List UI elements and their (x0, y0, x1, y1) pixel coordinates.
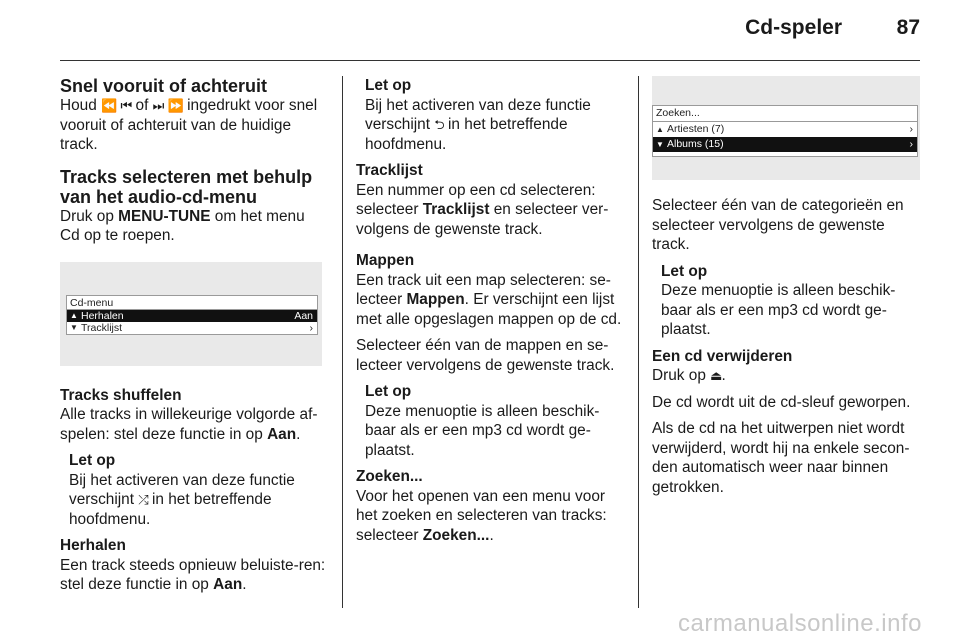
arrow-up-icon: ▲ (656, 125, 664, 134)
heading-menu: Tracks selecteren met behulp van het audio-cd-menu (60, 166, 313, 207)
header-divider (60, 60, 920, 61)
skip-paragraph: Houd ⏪ ⏮ of ⏭ ⏩ ingedrukt voor snel vooruit of achteruit van de huidige track. (60, 97, 318, 153)
page-title: Cd-speler (745, 16, 842, 39)
tracklist-paragraph: Een nummer op een cd selecteren: selecteer Tracklijst en selecteer ver-volgens de gewenste track. (356, 181, 609, 238)
next-track-icon: ⏭ (152, 98, 164, 113)
select-category-paragraph: Selecteer één van de categorieën en selecteer vervolgens de gewenste track. (652, 197, 904, 253)
shuffle-icon: ⤮ (138, 492, 148, 507)
search-menu-screen (652, 76, 920, 180)
note-shuffle: Let op Bij het activeren van deze functie verschijnt ⤮ in het betreffende hoofdmenu. (69, 452, 295, 528)
fast-forward-icon: ⏩ (167, 98, 183, 113)
screen-row-tracklijst: ▼ Tracklijst › (70, 321, 313, 334)
menu-paragraph: Druk op MENU-TUNE om het menu Cd op te roepen. (60, 207, 305, 244)
eject-paragraph: Druk op ⏏. (652, 367, 726, 384)
shuffle-paragraph: Alle tracks in willekeurige volgorde af-spelen: stel deze functie in op Aan. (60, 406, 318, 443)
arrow-up-icon: ▲ (70, 310, 78, 320)
repeat-paragraph: Een track steeds opnieuw beluiste-ren: stel deze functie in op Aan. (60, 556, 326, 593)
eject-note-paragraph: Als de cd na het uitwerpen niet wordt verwijderd, wordt hij na enkele secon-den automatisch weer naar binnen getrokken. (652, 420, 910, 496)
screen-row-herhalen: ▲ Herhalen Aan (67, 310, 317, 322)
folders-select-paragraph: Selecteer één van de mappen en se-lecteer vervolgens de gewenste track. (356, 337, 615, 374)
folders-paragraph: Een track uit een map selecteren: se-lecteer Mappen. Er verschijnt een lijst met alle opgeslagen mappen op de cd. (356, 271, 622, 328)
rewind-icon: ⏪ (101, 98, 117, 113)
arrow-down-icon: ▼ (656, 140, 664, 149)
repeat-icon: ⮌ (434, 117, 444, 132)
heading-search: Zoeken... (356, 468, 423, 485)
heading-folders: Mappen (356, 252, 415, 269)
heading-eject: Een cd verwijderen (652, 347, 793, 365)
screen-row-artiesten: ▲ Artiesten (7) › (656, 123, 913, 135)
note-folders: Let op Deze menuoptie is alleen beschik-baar als er een mp3 cd wordt ge-plaatst. (365, 383, 600, 459)
arrow-down-icon: ▼ (70, 322, 78, 332)
cd-menu-screen (60, 262, 322, 366)
screen-row-albums: ▼ Albums (15) › (653, 137, 917, 152)
heading-shuffle: Tracks shuffelen (60, 386, 182, 404)
prev-track-icon: ⏮ (120, 98, 132, 113)
watermark: carmanualsonline.info (678, 610, 922, 637)
column-divider (638, 76, 639, 608)
column-2 (356, 76, 624, 545)
note-search: Let op Deze menuoptie is alleen beschik-baar als er een mp3 cd wordt ge-plaatst. (661, 262, 896, 338)
eject-result-paragraph: De cd wordt uit de cd-sleuf geworpen. (652, 393, 911, 411)
heading-tracklist: Tracklijst (356, 162, 423, 179)
column-divider (342, 76, 343, 608)
page-number: 87 (896, 16, 920, 39)
eject-icon: ⏏ (710, 368, 722, 383)
column-1 (60, 76, 328, 595)
search-paragraph: Voor het openen van een menu voor het zoeken en selecteren van tracks: selecteer Zoeken.... (356, 487, 607, 544)
heading-skip: Snel vooruit of achteruit (60, 76, 268, 96)
screen-title: Cd-menu (67, 296, 317, 310)
screen-title: Zoeken... (653, 106, 917, 122)
column-3 (652, 76, 920, 497)
note-repeat: Let op Bij het activeren van deze functie verschijnt ⮌ in het betreffende hoofdmenu. (365, 77, 591, 153)
heading-repeat: Herhalen (60, 537, 126, 554)
